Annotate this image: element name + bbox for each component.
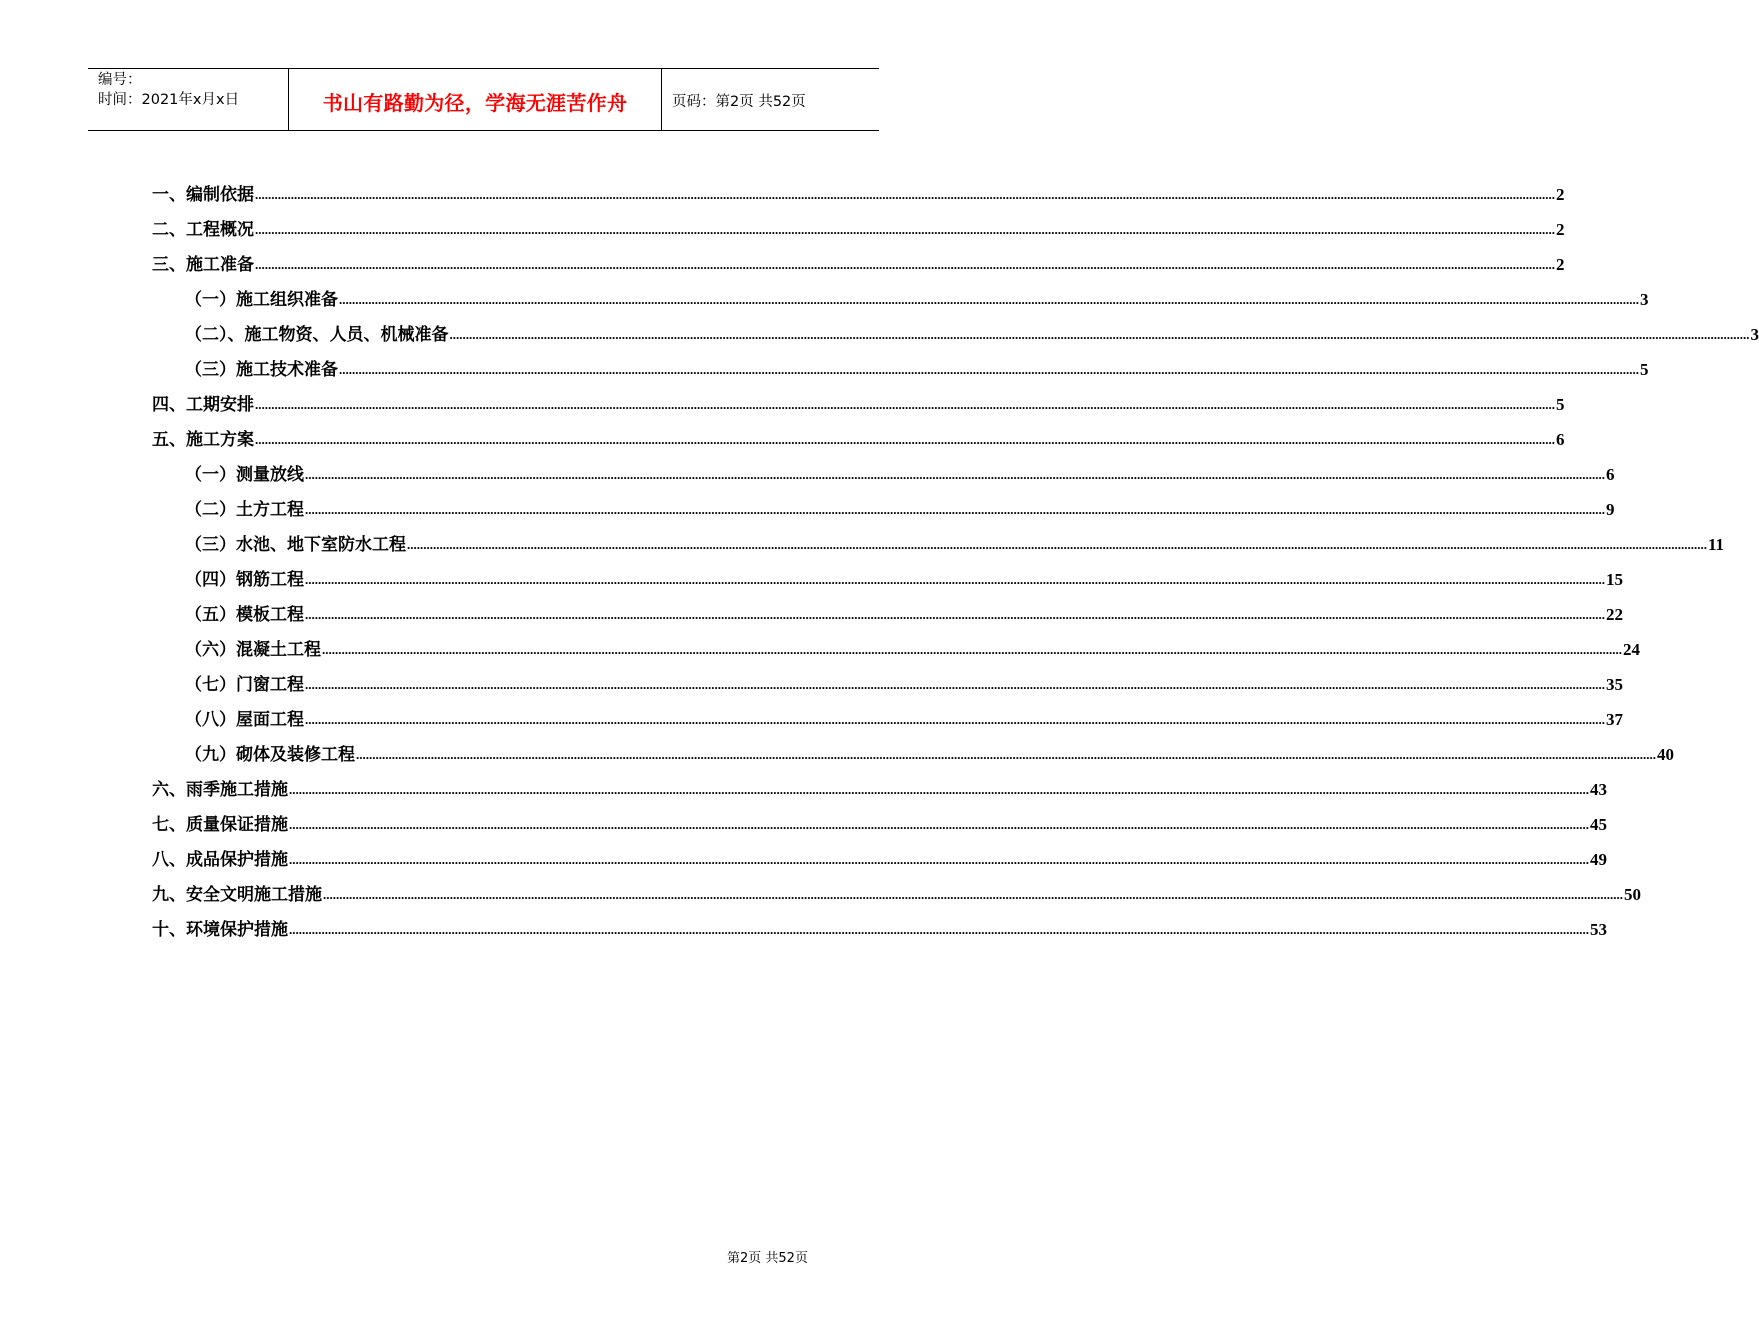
toc-entry-label: 九、安全文明施工措施 <box>152 885 322 905</box>
toc-entry-page: 2 <box>1556 185 1565 204</box>
toc-entry-page: 50 <box>1624 885 1641 904</box>
toc-entry[interactable] <box>152 765 1607 800</box>
toc-entry[interactable] <box>152 345 1649 380</box>
toc-leader-dots: ................................................................................................................................................................................................................................................................................................................................................................................................................ <box>289 852 1589 867</box>
toc-leader-dots: ................................................................................................................................................................................................................................................................................................................................................................................................................ <box>449 327 1750 342</box>
toc-entry[interactable] <box>152 905 1607 940</box>
toc-entry-label: （九）砌体及装修工程 <box>185 745 355 765</box>
toc-leader-dots: ................................................................................................................................................................................................................................................................................................................................................................................................................ <box>255 397 1555 412</box>
toc-leader-dots: ................................................................................................................................................................................................................................................................................................................................................................................................................ <box>255 187 1555 202</box>
toc-entry-page: 15 <box>1606 570 1623 589</box>
toc-entry-page: 3 <box>1640 290 1649 309</box>
toc-entry[interactable] <box>152 800 1607 835</box>
table-of-contents <box>152 170 1759 940</box>
header-motto: 书山有路勤为径，学海无涯苦作舟 <box>289 69 662 130</box>
toc-entry-label: （七）门窗工程 <box>185 675 304 695</box>
toc-entry-page: 43 <box>1590 780 1607 799</box>
header-page-info: 页码：第2页 共52页 <box>672 94 806 110</box>
toc-leader-dots: ................................................................................................................................................................................................................................................................................................................................................................................................................ <box>289 922 1589 937</box>
toc-entry-page: 5 <box>1556 395 1565 414</box>
toc-leader-dots: ................................................................................................................................................................................................................................................................................................................................................................................................................ <box>255 257 1555 272</box>
toc-entry-page: 35 <box>1606 675 1623 694</box>
toc-entry[interactable] <box>152 835 1607 870</box>
toc-entry[interactable] <box>152 870 1641 905</box>
toc-entry[interactable] <box>152 625 1640 660</box>
toc-leader-dots: ................................................................................................................................................................................................................................................................................................................................................................................................................ <box>322 642 1622 657</box>
toc-entry-page: 22 <box>1606 605 1623 624</box>
toc-leader-dots: ................................................................................................................................................................................................................................................................................................................................................................................................................ <box>305 607 1605 622</box>
toc-entry[interactable] <box>152 695 1623 730</box>
toc-entry-label: 七、质量保证措施 <box>152 815 288 835</box>
toc-entry-label: 五、施工方案 <box>152 430 254 450</box>
toc-entry[interactable] <box>152 380 1565 415</box>
toc-entry[interactable] <box>152 310 1759 345</box>
toc-entry-label: （二）土方工程 <box>185 500 304 520</box>
toc-entry-label: （四）钢筋工程 <box>185 570 304 590</box>
toc-entry[interactable] <box>152 590 1623 625</box>
toc-entry-label: 十、环境保护措施 <box>152 920 288 940</box>
toc-entry-label: （六）混凝土工程 <box>185 640 321 660</box>
toc-entry-page: 3 <box>1750 325 1759 344</box>
toc-entry-label: 四、工期安排 <box>152 395 254 415</box>
toc-entry-page: 53 <box>1590 920 1607 939</box>
number-label: 编号： <box>98 72 142 88</box>
toc-entry-page: 2 <box>1556 220 1565 239</box>
toc-leader-dots: ................................................................................................................................................................................................................................................................................................................................................................................................................ <box>255 222 1555 237</box>
toc-entry-page: 6 <box>1606 465 1615 484</box>
toc-entry-label: （三）水池、地下室防水工程 <box>185 535 406 555</box>
toc-entry-label: （三）施工技术准备 <box>185 360 338 380</box>
toc-entry-page: 49 <box>1590 850 1607 869</box>
date-label: 时间：2021年x月x日 <box>98 92 240 108</box>
toc-leader-dots: ................................................................................................................................................................................................................................................................................................................................................................................................................ <box>255 432 1555 447</box>
toc-entry[interactable] <box>152 730 1674 765</box>
toc-leader-dots: ................................................................................................................................................................................................................................................................................................................................................................................................................ <box>305 467 1605 482</box>
toc-entry-label: （一）施工组织准备 <box>185 290 338 310</box>
toc-entry-page: 2 <box>1556 255 1565 274</box>
toc-leader-dots: ................................................................................................................................................................................................................................................................................................................................................................................................................ <box>356 747 1656 762</box>
toc-entry[interactable] <box>152 485 1615 520</box>
toc-entry-label: 二、工程概况 <box>152 220 254 240</box>
toc-leader-dots: ................................................................................................................................................................................................................................................................................................................................................................................................................ <box>289 817 1589 832</box>
toc-entry-label: 一、编制依据 <box>152 185 254 205</box>
toc-entry-page: 11 <box>1708 535 1725 554</box>
toc-entry[interactable] <box>152 450 1615 485</box>
toc-entry-label: 八、成品保护措施 <box>152 850 288 870</box>
toc-entry[interactable] <box>152 240 1565 275</box>
toc-entry-page: 24 <box>1623 640 1640 659</box>
toc-entry-page: 9 <box>1606 500 1615 519</box>
toc-entry-page: 40 <box>1657 745 1674 764</box>
toc-entry-label: （八）屋面工程 <box>185 710 304 730</box>
toc-entry-label: （一）测量放线 <box>185 465 304 485</box>
toc-leader-dots: ................................................................................................................................................................................................................................................................................................................................................................................................................ <box>305 712 1605 727</box>
toc-entry-page: 37 <box>1606 710 1623 729</box>
toc-entry[interactable] <box>152 555 1623 590</box>
toc-entry-page: 6 <box>1556 430 1565 449</box>
toc-entry[interactable] <box>152 170 1565 205</box>
toc-entry-label: （二）、施工物资、人员、机械准备 <box>185 325 449 345</box>
header-meta <box>88 69 289 130</box>
toc-leader-dots: ................................................................................................................................................................................................................................................................................................................................................................................................................ <box>305 572 1605 587</box>
toc-leader-dots: ................................................................................................................................................................................................................................................................................................................................................................................................................ <box>305 677 1605 692</box>
toc-leader-dots: ................................................................................................................................................................................................................................................................................................................................................................................................................ <box>339 292 1639 307</box>
footer-page-info: 第2页 共52页 <box>727 1251 808 1266</box>
toc-entry-label: 六、雨季施工措施 <box>152 780 288 800</box>
toc-leader-dots: ................................................................................................................................................................................................................................................................................................................................................................................................................ <box>305 502 1605 517</box>
toc-leader-dots: ................................................................................................................................................................................................................................................................................................................................................................................................................ <box>323 887 1623 902</box>
page-header <box>88 68 879 131</box>
toc-entry[interactable] <box>152 660 1623 695</box>
toc-entry[interactable] <box>152 205 1565 240</box>
toc-entry-page: 45 <box>1590 815 1607 834</box>
toc-entry[interactable] <box>152 415 1565 450</box>
toc-entry[interactable] <box>152 520 1725 555</box>
toc-entry-page: 5 <box>1640 360 1649 379</box>
toc-leader-dots: ................................................................................................................................................................................................................................................................................................................................................................................................................ <box>289 782 1589 797</box>
toc-entry[interactable] <box>152 275 1649 310</box>
toc-entry-label: （五）模板工程 <box>185 605 304 625</box>
toc-entry-label: 三、施工准备 <box>152 255 254 275</box>
toc-leader-dots: ................................................................................................................................................................................................................................................................................................................................................................................................................ <box>407 537 1707 552</box>
toc-leader-dots: ................................................................................................................................................................................................................................................................................................................................................................................................................ <box>339 362 1639 377</box>
